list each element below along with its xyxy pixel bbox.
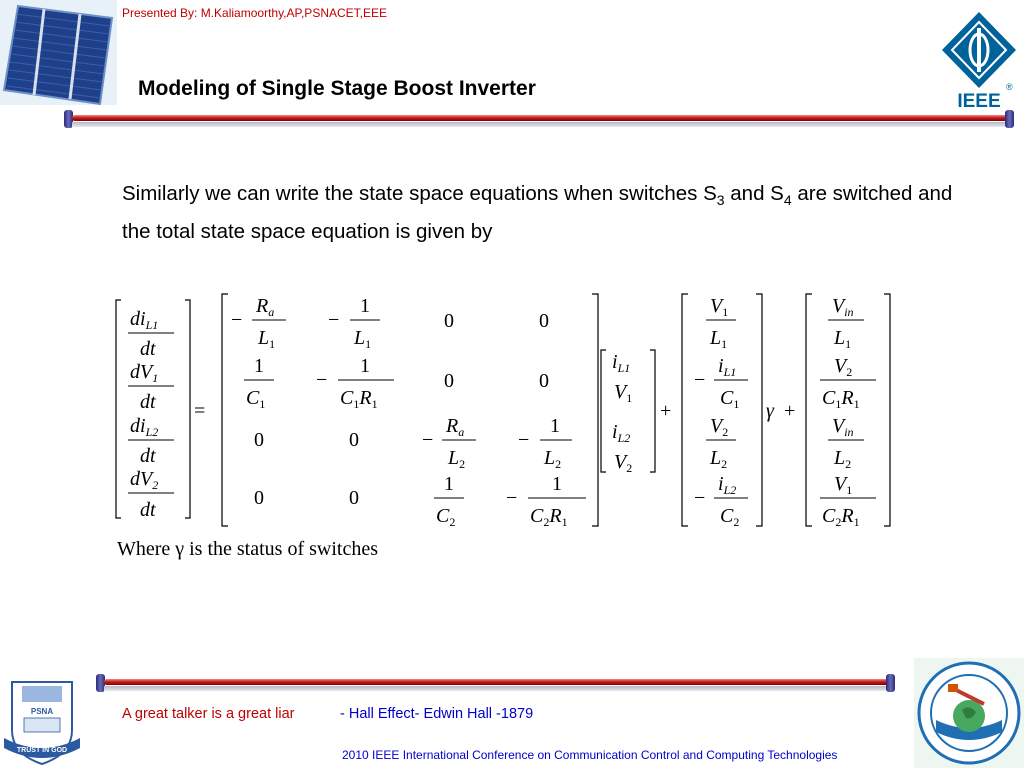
ieee-logo-text: IEEE — [957, 91, 1001, 110]
svg-text:iL1: $i_{L1}$ — [718, 355, 737, 379]
engineering-college-seal — [914, 658, 1024, 768]
svg-text:V2: $V_2$ — [710, 415, 729, 439]
state-space-equation — [112, 288, 902, 538]
svg-text:L1: $L_1$ — [834, 327, 852, 351]
svg-text:−: − — [328, 309, 340, 331]
svg-text:dt: dt — [140, 445, 156, 467]
svg-text:1: 1 — [550, 415, 560, 437]
svg-text:−: − — [518, 429, 530, 451]
footer-rule-right-cap — [886, 674, 895, 692]
svg-text:TRUST IN GOD: TRUST IN GOD — [16, 747, 68, 754]
b2-vector — [820, 295, 876, 529]
state-vector — [612, 351, 632, 475]
footer-quote: A great talker is a great liar — [122, 706, 295, 722]
a-matrix — [231, 295, 586, 529]
lhs-derivatives — [128, 308, 174, 521]
svg-text:0: 0 — [444, 370, 454, 392]
svg-text:1: 1 — [254, 355, 264, 377]
svg-text:L2: $L_2$ — [544, 447, 562, 471]
plus-sign: + — [660, 400, 672, 422]
svg-text:C1R1: $C_1R_1$ — [340, 387, 378, 411]
svg-text:1: 1 — [552, 473, 562, 495]
plus-sign-2: + — [784, 400, 796, 422]
svg-text:0: 0 — [254, 429, 264, 451]
svg-text:1: 1 — [360, 295, 370, 317]
svg-text:L2: $L_2$ — [834, 447, 852, 471]
svg-text:Ra: $R_a$ — [446, 415, 465, 439]
svg-text:dV1: $dV_1$ — [130, 361, 159, 385]
header-rule-right-cap — [1005, 110, 1014, 128]
svg-text:diL2: $di_{L2}$ — [130, 415, 159, 439]
svg-text:dt: dt — [140, 499, 156, 521]
svg-text:Ra: $R_a$ — [256, 295, 275, 319]
svg-text:dt: dt — [140, 338, 156, 360]
header-rule — [72, 115, 1008, 121]
svg-text:C1: $C_1$ — [246, 387, 266, 411]
where-note: Where γ is the status of switches — [117, 538, 378, 560]
svg-text:C2: $C_2$ — [720, 505, 740, 529]
svg-text:iL2: $i_{L2}$ — [612, 421, 631, 445]
svg-text:0: 0 — [254, 487, 264, 509]
svg-text:dV2: $dV_2$ — [130, 468, 159, 492]
footer-rule — [104, 679, 890, 685]
svg-text:L2: $L_2$ — [710, 447, 728, 471]
svg-text:L2: $L_2$ — [448, 447, 466, 471]
equals-sign: = — [194, 400, 206, 422]
footer-rule-shadow — [104, 686, 890, 691]
svg-text:V1: $V_1$ — [710, 295, 729, 319]
svg-text:0: 0 — [349, 429, 359, 451]
svg-text:V2: $V_2$ — [614, 451, 633, 475]
svg-text:C2: $C_2$ — [436, 505, 456, 529]
svg-text:−: − — [506, 487, 518, 509]
svg-text:0: 0 — [539, 370, 549, 392]
svg-text:V2: $V_2$ — [834, 355, 853, 379]
svg-text:−: − — [231, 309, 243, 331]
body-paragraph: Similarly we can write the state space equations when switches $S_3$ and $S_4$ are switched and the total state space equation is given by — [122, 182, 953, 244]
footer-quote-credit: - Hall Effect- Edwin Hall -1879 — [340, 706, 534, 722]
svg-text:Vin: $V_{in}$ — [832, 295, 854, 319]
svg-text:dt: dt — [140, 391, 156, 413]
svg-text:®: ® — [1006, 82, 1013, 92]
ieee-logo — [938, 10, 1020, 110]
svg-text:0: 0 — [349, 487, 359, 509]
svg-text:−: − — [316, 369, 328, 391]
svg-text:−: − — [694, 369, 706, 391]
svg-text:V1: $V_1$ — [614, 381, 633, 405]
svg-text:−: − — [422, 429, 434, 451]
b1-vector — [694, 295, 748, 529]
svg-text:C1: $C_1$ — [720, 387, 740, 411]
conference-name: 2010 IEEE International Conference on Communication Control and Computing Technologies — [342, 748, 838, 762]
svg-text:V1: $V_1$ — [834, 473, 853, 497]
psna-college-seal — [0, 672, 84, 768]
svg-text:1: 1 — [444, 473, 454, 495]
svg-text:L1: $L_1$ — [258, 327, 276, 351]
svg-text:0: 0 — [444, 310, 454, 332]
svg-text:iL2: $i_{L2}$ — [718, 473, 737, 497]
header-rule-shadow — [72, 122, 1008, 127]
presenter-credit: Presented By: M.Kaliamoorthy,AP,PSNACET,EEE — [122, 6, 388, 20]
svg-text:C1R1: $C_1R_1$ — [822, 387, 860, 411]
svg-text:L1: $L_1$ — [354, 327, 372, 351]
svg-text:PSNA: PSNA — [30, 707, 54, 716]
svg-text:0: 0 — [539, 310, 549, 332]
slide-title: Modeling of Single Stage Boost Inverter — [138, 77, 536, 100]
svg-text:C2R1: $C_2R_1$ — [530, 505, 568, 529]
svg-text:L1: $L_1$ — [710, 327, 728, 351]
svg-text:iL1: $i_{L1}$ — [612, 351, 631, 375]
svg-text:C2R1: $C_2R_1$ — [822, 505, 860, 529]
svg-text:diL1: $di_{L1}$ — [130, 308, 159, 332]
solar-panel-image — [0, 0, 117, 105]
svg-text:1: 1 — [360, 355, 370, 377]
svg-text:−: − — [694, 487, 706, 509]
svg-text:Vin: $V_{in}$ — [832, 415, 854, 439]
gamma-symbol: γ — [766, 400, 774, 422]
